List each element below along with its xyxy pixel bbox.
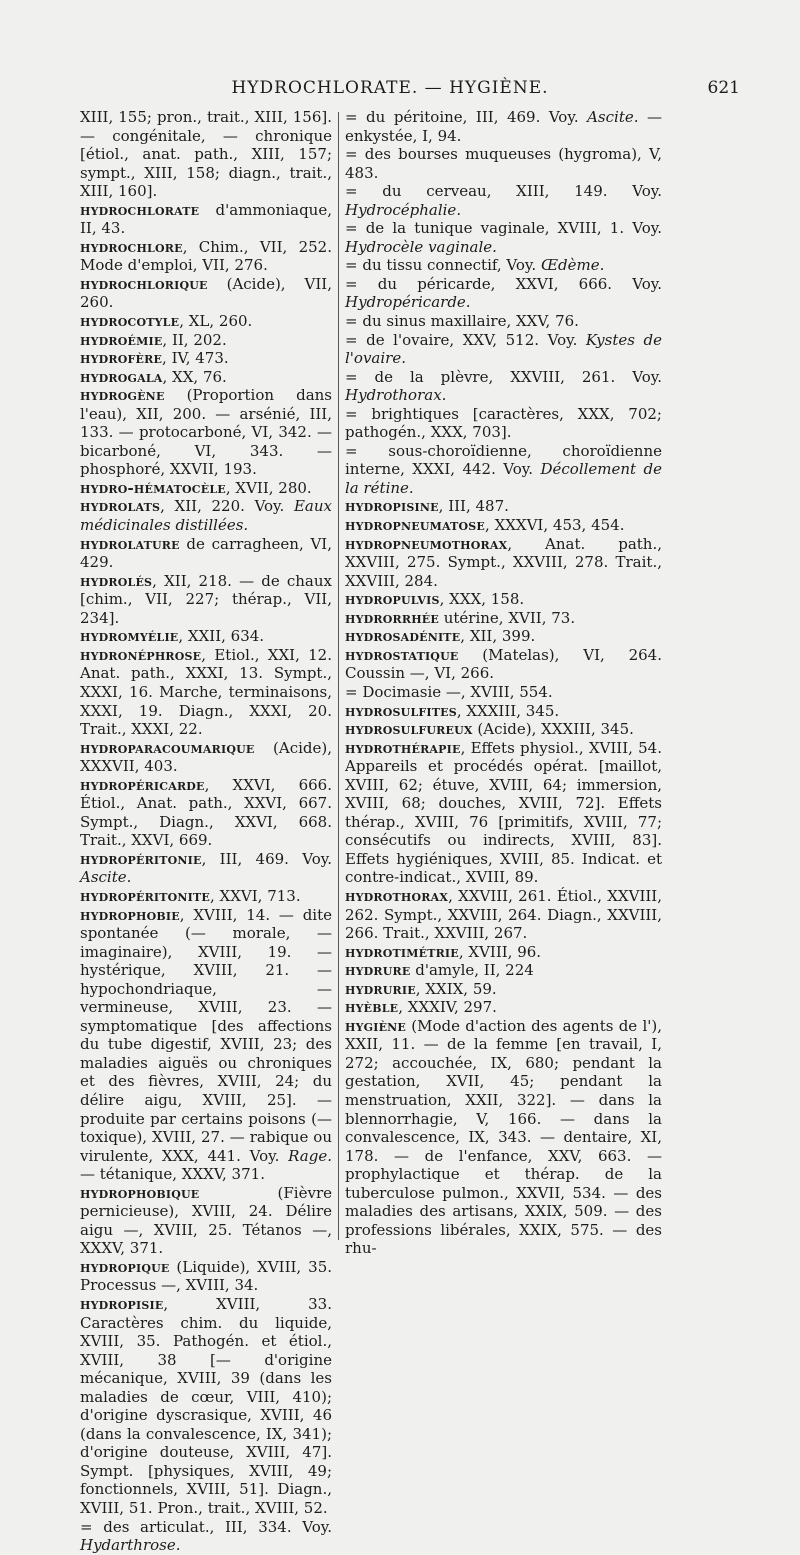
entry-text: , XXIX, 59.	[415, 979, 497, 998]
entry-headword: hydrocotyle	[80, 312, 180, 331]
index-entry	[80, 1184, 332, 1258]
entry-crossref: Rage.	[288, 1146, 332, 1165]
index-entry	[80, 776, 332, 850]
index-entry	[80, 739, 332, 776]
index-entry	[345, 497, 662, 516]
index-entry	[345, 739, 662, 887]
running-title: HYDROCHLORATE. — HYGIÈNE.	[231, 78, 549, 98]
entry-text: , III, 469. Voy.	[201, 849, 332, 868]
entry-text: (Proportion dans l'eau), XII, 200. — arsénié, III, 133. — protocarboné, VI, 342. — bicarboné, VI, 343. — phosphoré, XXVII, 193.	[80, 386, 332, 479]
entry-headword: hydrophobie	[80, 905, 180, 924]
entry-text: , XXVI, 666. Étiol., Anat. path., XXVI, 667. Sympt., Diagn., XXVI, 668. Trait., XXVI, 669.	[80, 775, 332, 850]
index-entry	[345, 646, 662, 683]
index-entry	[345, 943, 662, 962]
page-number: 621	[707, 78, 740, 98]
index-entry	[345, 702, 662, 721]
entry-text: (Acide), VII, 260.	[80, 274, 332, 312]
index-entry	[80, 1295, 332, 1518]
entry-headword: hydro-hématocèle	[80, 478, 226, 497]
entry-text: , XXX, 158.	[439, 590, 525, 609]
entry-text: , XII, 218. — de chaux [chim., VII, 227; thérap., VII, 234].	[80, 571, 332, 627]
entry-text: d'ammoniaque, II, 43.	[80, 200, 332, 238]
index-entry	[80, 349, 332, 368]
entry-headword: hydropéritonite	[80, 886, 210, 905]
entry-text-after: — enkystée, I, 94.	[345, 108, 662, 145]
entry-text: = du péricarde, XXVI, 666. Voy.	[345, 274, 662, 293]
index-entry	[345, 683, 662, 702]
entry-headword: hydroémie	[80, 330, 163, 349]
entry-headword: hydrogala	[80, 367, 163, 386]
entry-headword: hydrolats	[80, 497, 161, 516]
entry-text-after: — tétanique, XXXV, 371.	[80, 1165, 265, 1184]
entry-headword: hydropisie	[80, 1295, 164, 1313]
index-entry	[345, 980, 662, 999]
index-entry	[345, 331, 662, 368]
entry-text: (Liquide), XVIII, 35. Processus —, XVIII, 34.	[80, 1257, 332, 1295]
entry-crossref: Ascite.	[80, 868, 132, 887]
entry-text: , XXXIII, 345.	[456, 701, 560, 720]
index-entry	[345, 961, 662, 980]
entry-headword: hydrothorax	[345, 886, 449, 905]
entry-headword: hydrolature	[80, 534, 180, 553]
entry-text: = des articulat., III, 334. Voy.	[80, 1517, 332, 1536]
index-entry	[345, 442, 662, 498]
entry-text: = de l'ovaire, XXV, 512. Voy.	[345, 330, 586, 349]
index-entry	[345, 998, 662, 1017]
entry-headword: hydronéphrose	[80, 645, 202, 664]
left-column	[80, 108, 332, 1555]
index-entry	[345, 275, 662, 312]
index-entry	[80, 497, 332, 534]
index-entry	[80, 850, 332, 887]
entry-crossref: Eaux médicinales distillées.	[80, 497, 332, 535]
entry-headword: hydrophobique	[80, 1183, 200, 1202]
entry-headword: hydropique	[80, 1257, 170, 1276]
entry-text: , XXVI, 713.	[210, 886, 301, 905]
entry-headword: hydrorrhée	[345, 608, 439, 627]
entry-text: , Anat. path., XXVIII, 275. Sympt., XXVIII, 278. Trait., XXVIII, 284.	[345, 534, 662, 590]
entry-text: XIII, 155; pron., trait., XIII, 156]. — congénitale, — chronique [étiol., anat. path., XIII, 157; sympt., XIII, 158; diagn., trait., XIII, 160].	[80, 108, 332, 201]
entry-headword: hydrochlorique	[80, 274, 208, 293]
index-entry	[345, 535, 662, 591]
index-entry	[80, 535, 332, 572]
entry-headword: hydrosadénite	[345, 627, 461, 646]
entry-text: , XXII, 634.	[178, 627, 265, 646]
entry-text: = sous-choroïdienne, choroïdienne interne, XXXI, 442. Voy.	[345, 441, 662, 479]
index-entry	[80, 386, 332, 479]
index-entry	[80, 646, 332, 739]
entry-text: = de la plèvre, XXVIII, 261. Voy.	[345, 367, 662, 386]
entry-text: (Acide), XXXIII, 345.	[472, 720, 634, 739]
entry-text: = Docimasie —, XVIII, 554.	[345, 682, 553, 701]
entry-text: , XVII, 280.	[225, 478, 312, 497]
index-entry	[345, 887, 662, 943]
entry-text: , IV, 473.	[162, 349, 229, 368]
index-entry	[80, 1258, 332, 1295]
entry-headword: hydrure	[345, 961, 411, 980]
entry-headword: hyèble	[345, 998, 399, 1017]
index-entry	[345, 516, 662, 535]
entry-headword: hydrotimétrie	[345, 942, 459, 961]
entry-text: d'amyle, II, 224	[410, 961, 534, 980]
index-entry	[345, 405, 662, 442]
entry-headword: hydrolés	[80, 571, 153, 590]
entry-crossref: Hydarthrose.	[80, 1536, 181, 1555]
right-column	[345, 108, 662, 1258]
entry-headword: hydroparacoumarique	[80, 738, 255, 757]
entry-headword: hydrostatique	[345, 645, 459, 664]
index-entry	[345, 312, 662, 331]
entry-text: utérine, XVII, 73.	[438, 608, 576, 627]
index-entry	[80, 201, 332, 238]
entry-text: = des bourses muqueuses (hygroma), V, 483.	[345, 145, 662, 182]
index-entry	[80, 627, 332, 646]
entry-text: (Mode d'action des agents de l'), XXII, 11. — de la femme [en travail, I, 272; accouchée, IX, 680; pendant la gestation, XVII, 45; pendant la menstruation, XXII, 322]. — dans la blennorrhagie, V, 166. — dans la convalescence, IX, 343. — dentaire, XI, 178. — de l'enfance, XXV, 663. — prophylactique et thérap. de la tuberculose pulmon., XXVII, 534. — des maladies des artisans, XXIX, 509. — des professions libérales, XXIX, 575. — des rhu-	[345, 1016, 662, 1258]
entry-headword: hydropneumatose	[345, 516, 486, 535]
entry-text: , XXVIII, 261. Étiol., XXVIII, 262. Sympt., XXVIII, 264. Diagn., XXVIII, 266. Trait., XXVIII, 267.	[345, 886, 662, 943]
entry-text: = brightiques [caractères, XXX, 702; pathogén., XXX, 703].	[345, 404, 662, 442]
entry-headword: hydropéricarde	[80, 775, 205, 794]
entry-headword: hydrosulfites	[345, 701, 457, 720]
entry-headword: hydromyélie	[80, 627, 179, 646]
index-entry	[345, 1017, 662, 1258]
entry-text: , III, 487.	[438, 497, 509, 516]
index-entry	[80, 479, 332, 498]
entry-text: , Effets physiol., XVIII, 54. Appareils et procédés opérat. [maillot, XVIII, 62; étuve, XVIII, 64; immersion, XVIII, 68; douches, XVIII, 72]. Effets thérap., XVIII, 76 [primitifs, XVIII, 77; consécutifs ou indirects, XVIII, 83]. Effets hygiéniques, XVIII, 85. Indicat. et contre-indicat., XVIII, 89.	[345, 738, 662, 887]
index-entry	[80, 108, 332, 201]
entry-crossref: Hydrocèle vaginale.	[345, 237, 497, 256]
index-entry	[80, 312, 332, 331]
entry-text: , XL, 260.	[179, 312, 253, 331]
entry-text: (Acide), XXXVII, 403.	[80, 738, 332, 776]
index-entry	[80, 906, 332, 1184]
entry-text: = du tissu connectif, Voy.	[345, 256, 541, 275]
entry-headword: hydrochlorate	[80, 200, 200, 219]
entry-text: (Fièvre pernicieuse), XVIII, 24. Délire aigu —, XVIII, 25. Tétanos —, XXXV, 371.	[80, 1183, 332, 1258]
entry-text: = du sinus maxillaire, XXV, 76.	[345, 312, 579, 331]
column-divider	[338, 112, 339, 1240]
entry-text: (Matelas), VI, 264. Coussin —, VI, 266.	[345, 645, 662, 683]
entry-crossref: Hydrocéphalie.	[345, 200, 462, 219]
entry-text: de carragheen, VI, 429.	[80, 534, 332, 572]
entry-headword: hydrogène	[80, 386, 165, 405]
index-entry	[80, 331, 332, 350]
entry-text: , XXXIV, 297.	[398, 998, 497, 1017]
entry-headword: hydrothérapie	[345, 738, 461, 757]
index-entry	[80, 1518, 332, 1555]
index-entry	[80, 368, 332, 387]
entry-crossref: Décollement de la rétine.	[345, 460, 663, 497]
entry-headword: hydropisine	[345, 497, 439, 516]
entry-text: , XVIII, 14. — dite spontanée (— morale, — imaginaire), XVIII, 19. — hystérique, XVIII, 21. — hypochondriaque, — vermineuse, XVIII, 23. — symptomatique [des affections du tube digestif, XVIII, 23; des maladies aiguës ou chroniques et des fièvres, XVIII, 24; du délire aigu, XVIII, 25]. — produite par certains poisons (— toxique), XVIII, 27. — rabique ou virulente, XXX, 441. Voy.	[80, 905, 332, 1165]
index-entry	[345, 590, 662, 609]
entry-text: , XVIII, 33. Caractères chim. du liquide, XVIII, 35. Pathogén. et étiol., XVIII, 38 [— d'origine mécanique, XVIII, 39 (dans les maladies de cœur, VIII, 410); d'origine dyscrasique, XVIII, 46 (dans la convalescence, IX, 341); d'origine douteuse, XVIII, 47]. Sympt. [physiques, XVIII, 49; fonctionnels, XVIII, 51]. Diagn., XVIII, 51. Pron., trait., XVIII, 52.	[80, 1295, 332, 1518]
entry-crossref: Hydrothorax.	[345, 386, 447, 405]
index-entry	[345, 256, 662, 275]
index-entry	[80, 887, 332, 906]
entry-text: , II, 202.	[162, 330, 227, 349]
entry-headword: hydrosulfureux	[345, 720, 473, 739]
entry-text: = du cerveau, XIII, 149. Voy.	[345, 182, 662, 201]
entry-text: , XII, 220. Voy.	[160, 497, 294, 516]
entry-headword: hydropneumothorax	[345, 534, 508, 553]
entry-crossref: Kystes de l'ovaire.	[345, 330, 662, 368]
entry-crossref: Ascite.	[587, 108, 639, 126]
entry-headword: hydropéritonie	[80, 849, 202, 868]
index-entry	[345, 720, 662, 739]
index-entry	[345, 368, 662, 405]
entry-text: , Etiol., XXI, 12. Anat. path., XXXI, 13. Sympt., XXXI, 16. Marche, terminaisons, XXXI, 19. Diagn., XXXI, 20. Trait., XXXI, 22.	[80, 645, 332, 739]
entry-text: = du péritoine, III, 469. Voy.	[345, 108, 588, 126]
entry-headword: hydrofère	[80, 349, 163, 368]
index-entry	[80, 572, 332, 628]
index-entry	[345, 145, 662, 182]
entry-text: , XII, 399.	[460, 627, 536, 646]
entry-headword: hygiène	[345, 1016, 407, 1035]
entry-headword: hydrochlore	[80, 237, 183, 256]
index-entry	[345, 219, 662, 256]
entry-text: , XVIII, 96.	[458, 942, 542, 961]
entry-crossref: Œdème.	[540, 256, 605, 275]
entry-text: , XXXVI, 453, 454.	[485, 516, 625, 535]
index-entry	[345, 609, 662, 628]
index-entry	[345, 108, 662, 145]
page-header	[40, 78, 740, 100]
entry-headword: hydropulvis	[345, 590, 440, 609]
index-entry	[80, 238, 332, 275]
entry-crossref: Hydropéricarde.	[345, 293, 471, 312]
index-entry	[345, 182, 662, 219]
entry-headword: hydrurie	[345, 979, 416, 998]
entry-text: , XX, 76.	[162, 367, 227, 386]
index-entry	[80, 275, 332, 312]
index-entry	[345, 627, 662, 646]
entry-text: , Chim., VII, 252. Mode d'emploi, VII, 276.	[80, 237, 332, 275]
entry-text: = de la tunique vaginale, XVIII, 1. Voy.	[345, 219, 662, 238]
